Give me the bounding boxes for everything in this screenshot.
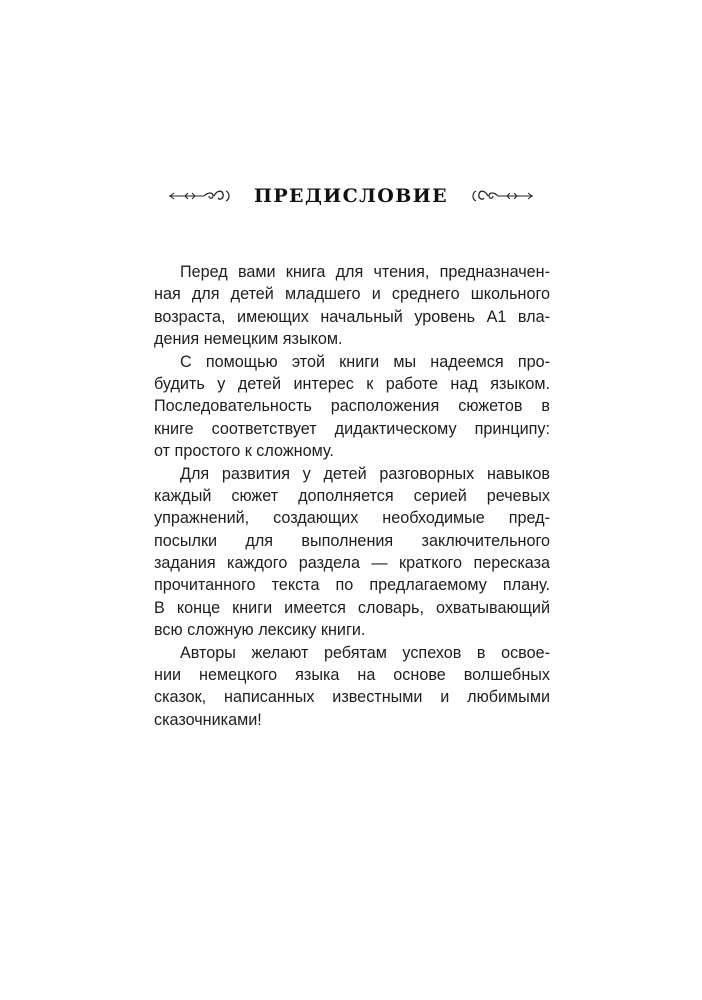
ornament-right-icon (470, 189, 534, 203)
text-line: возраста, имеющих начальный уровень А1 вла- (154, 307, 550, 326)
paragraph-3 (154, 463, 550, 642)
paragraph-2 (154, 351, 550, 463)
body-text (154, 261, 550, 731)
ornament-left-icon (168, 189, 232, 203)
text-line: от простого к сложному. (154, 442, 334, 461)
text-line: нии немецкого языка на основе волшебных (154, 666, 550, 685)
text-line: каждый сюжет дополняется серией речевых (154, 486, 550, 505)
text-line: В конце книги имеется словарь, охватывающий (154, 598, 550, 617)
page-title: ПРЕДИСЛОВИЕ (254, 185, 448, 207)
text-line: всю сложную лексику книги. (154, 621, 366, 640)
text-line: сказок, написанных известными и любимыми (154, 688, 550, 707)
text-line: Для развития у детей разговорных навыков (180, 464, 550, 483)
text-line: Перед вами книга для чтения, предназначен- (180, 263, 550, 281)
paragraph-4 (154, 642, 550, 732)
text-line: упражнений, создающих необходимые пред- (154, 509, 550, 528)
text-line: посылки для выполнения заключительного (154, 531, 550, 550)
heading-row (0, 180, 702, 212)
text-line: Последовательность расположения сюжетов в (154, 397, 550, 416)
text-line: книге соответствует дидактическому принципу: (154, 419, 550, 438)
paragraph-1 (154, 261, 550, 351)
text-line: С помощью этой книги мы надеемся про- (180, 352, 550, 371)
text-line: задания каждого раздела — краткого пересказа (154, 554, 550, 573)
text-line: будить у детей интерес к работе над языком. (154, 374, 550, 393)
text-line: Авторы желают ребятам успехов в освое- (180, 643, 550, 662)
text-line: ная для детей младшего и среднего школьного (154, 285, 550, 304)
text-line: прочитанного текста по предлагаемому плану. (154, 576, 550, 595)
text-line: сказочниками! (154, 710, 262, 729)
text-line: дения немецким языком. (154, 330, 343, 349)
